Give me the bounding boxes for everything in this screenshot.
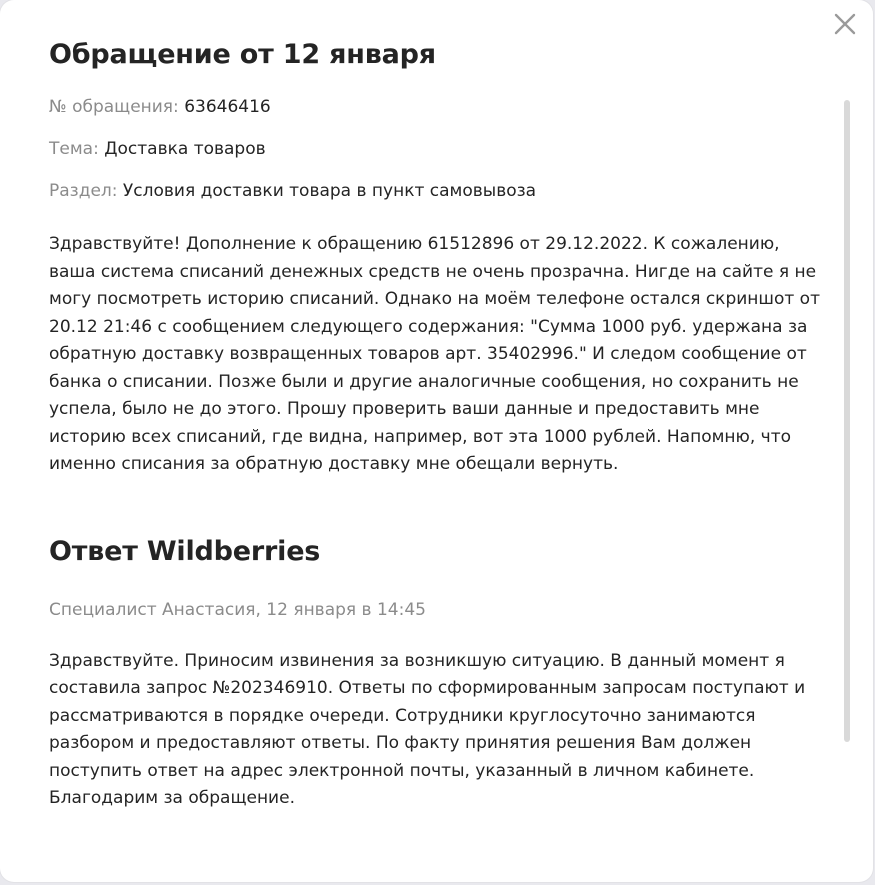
close-icon [833, 12, 857, 36]
answer-text: Здравствуйте. Приносим извинения за возникшую ситуацию. В данный момент я составила запрос №202346910. Ответы по сформированным запросам поступают и рассматриваются в порядке очереди. Сотрудники круглосуточно занимаются разбором и предоставляют ответы. По факту принятия решения Вам должен поступить ответ на адрес электронной почты, указанный в личном кабинете. Благодарим за обращение. [49, 650, 806, 808]
request-title: Обращение от 12 января [49, 39, 436, 70]
close-button[interactable] [833, 12, 857, 36]
request-section-value: Условия доставки товара в пункт самовывоза [122, 181, 537, 201]
request-topic-label: Тема: [49, 139, 99, 159]
scrollbar[interactable] [844, 100, 850, 742]
request-section-label: Раздел: [49, 181, 118, 201]
answer-title: Ответ Wildberries [49, 535, 321, 567]
request-text: Здравствуйте! Дополнение к обращению 61512896 от 29.12.2022. К сожалению, ваша система списаний денежных средств не очень прозрачна. Нигде на сайте я не могу посмотреть историю списаний. Однако на моём телефоне остался скриншот от 20.12 21:46 с сообщением следующего содержания: "Сумма 1000 руб. удержана за обратную доставку возвращенных товаров арт. 35402996." И следом сообщение от банка о списании. Позже были и другие аналогичные сообщения, но сохранить не успела, было не до этого. Прошу проверить ваши данные и предоставить мне историю всех списаний, где видна, например, вот эта 1000 рублей. Напомню, что именно списания за обратную доставку мне обещали вернуть. [49, 234, 820, 474]
request-number-value: 63646416 [184, 97, 271, 117]
request-topic-value: Доставка товаров [104, 139, 266, 159]
answer-specialist: Специалист Анастасия, 12 января в 14:45 [49, 599, 426, 620]
request-section-row [49, 179, 831, 203]
request-number-row [49, 95, 831, 119]
request-number-label: № обращения: [49, 97, 179, 117]
request-topic-row [49, 137, 831, 161]
dialog-content [49, 36, 831, 813]
